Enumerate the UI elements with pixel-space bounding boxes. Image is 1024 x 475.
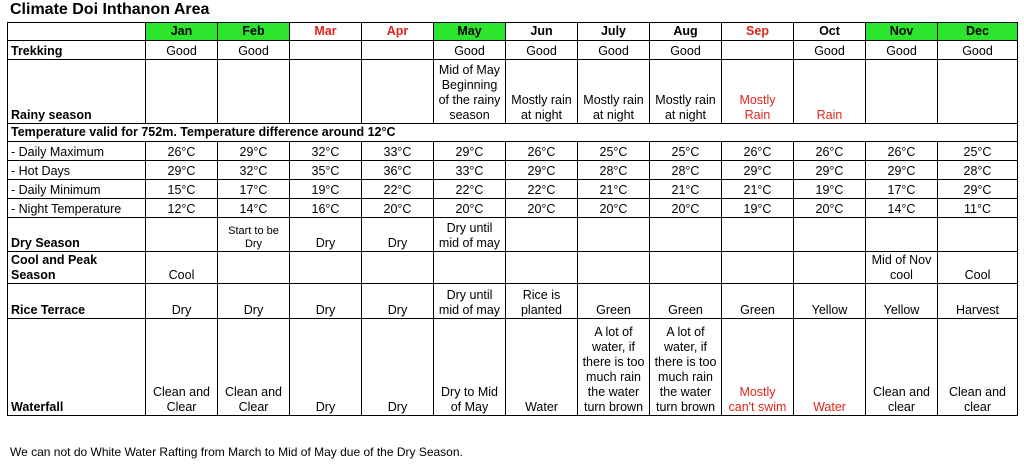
table-cell: Dry — [146, 284, 218, 319]
table-cell — [578, 252, 650, 284]
table-cell: Rice is planted — [506, 284, 578, 319]
table-cell: Mostly rain at night — [506, 60, 578, 124]
table-cell: 15°C — [146, 180, 218, 199]
table-row — [8, 161, 1018, 180]
table-cell: 22°C — [434, 180, 506, 199]
table-cell: 25°C — [938, 142, 1018, 161]
table-cell — [362, 60, 434, 124]
table-cell — [650, 218, 722, 252]
page-title: Climate Doi Inthanon Area — [10, 1, 210, 18]
table-cell: 25°C — [650, 142, 722, 161]
month-header-sep: Sep — [722, 23, 794, 41]
table-cell: 26°C — [794, 142, 866, 161]
table-cell: 21°C — [578, 180, 650, 199]
month-header-apr: Apr — [362, 23, 434, 41]
table-cell: Mostly rain at night — [578, 60, 650, 124]
table-cell: Clean and clear — [866, 319, 938, 416]
table-cell: 14°C — [218, 199, 290, 218]
table-cell: 28°C — [938, 161, 1018, 180]
table-cell: 20°C — [578, 199, 650, 218]
table-cell: 12°C — [146, 199, 218, 218]
table-cell: 22°C — [506, 180, 578, 199]
month-header-aug: Aug — [650, 23, 722, 41]
table-cell: 33°C — [362, 142, 434, 161]
table-cell: 17°C — [866, 180, 938, 199]
table-cell: Cool — [146, 252, 218, 284]
table-cell: Water — [794, 319, 866, 416]
table-row — [8, 124, 1018, 142]
table-row — [8, 41, 1018, 60]
table-cell — [866, 218, 938, 252]
table-cell: 33°C — [434, 161, 506, 180]
table-cell: Good — [938, 41, 1018, 60]
table-cell: Water — [506, 319, 578, 416]
table-cell: Mostly Rain — [722, 60, 794, 124]
table-cell — [794, 218, 866, 252]
row-label: - Night Temperature — [8, 199, 146, 218]
table-row — [8, 60, 1018, 124]
table-cell — [938, 60, 1018, 124]
table-cell: 20°C — [362, 199, 434, 218]
table-cell: A lot of water, if there is too much rain the water turn brown — [650, 319, 722, 416]
table-cell: Good — [794, 41, 866, 60]
row-label: - Hot Days — [8, 161, 146, 180]
table-row — [8, 218, 1018, 252]
table-cell: Mid of May Beginning of the rainy season — [434, 60, 506, 124]
table-cell: Clean and Clear — [218, 319, 290, 416]
table-cell: Mid of Nov cool — [866, 252, 938, 284]
table-cell: 21°C — [722, 180, 794, 199]
month-header-jan: Jan — [146, 23, 218, 41]
table-cell: 17°C — [218, 180, 290, 199]
row-label: Dry Season — [8, 218, 146, 252]
table-cell — [866, 60, 938, 124]
table-cell — [794, 252, 866, 284]
table-cell: 29°C — [146, 161, 218, 180]
table-cell: 26°C — [866, 142, 938, 161]
table-cell: 20°C — [434, 199, 506, 218]
table-cell: Good — [506, 41, 578, 60]
month-header-nov: Nov — [866, 23, 938, 41]
row-label: Rainy season — [8, 60, 146, 124]
table-cell: 25°C — [578, 142, 650, 161]
table-cell: Dry — [290, 319, 362, 416]
table-cell: 29°C — [218, 142, 290, 161]
table-cell: 21°C — [650, 180, 722, 199]
table-cell: 29°C — [722, 161, 794, 180]
table-row — [8, 142, 1018, 161]
month-header-dec: Dec — [938, 23, 1018, 41]
table-cell: 16°C — [290, 199, 362, 218]
row-label: - Daily Maximum — [8, 142, 146, 161]
climate-table — [7, 22, 1018, 416]
table-cell: Dry — [290, 218, 362, 252]
table-cell: Dry — [290, 284, 362, 319]
table-cell — [938, 218, 1018, 252]
header-corner-cell — [8, 23, 146, 41]
table-cell: Good — [650, 41, 722, 60]
table-cell: 32°C — [290, 142, 362, 161]
table-cell: 29°C — [506, 161, 578, 180]
table-cell — [722, 41, 794, 60]
table-cell — [218, 60, 290, 124]
table-cell — [722, 218, 794, 252]
row-label: Trekking — [8, 41, 146, 60]
table-cell — [362, 252, 434, 284]
table-cell: Good — [434, 41, 506, 60]
month-header-oct: Oct — [794, 23, 866, 41]
month-header-feb: Feb — [218, 23, 290, 41]
month-header-may: May — [434, 23, 506, 41]
row-label: - Daily Minimum — [8, 180, 146, 199]
month-header-mar: Mar — [290, 23, 362, 41]
table-cell: Dry — [218, 284, 290, 319]
row-label: Waterfall — [8, 319, 146, 416]
table-cell: Dry — [362, 319, 434, 416]
table-row — [8, 252, 1018, 284]
table-cell — [362, 41, 434, 60]
month-header-july: July — [578, 23, 650, 41]
table-cell: 29°C — [794, 161, 866, 180]
table-cell: 19°C — [794, 180, 866, 199]
footnote: We can not do White Water Rafting from March to Mid of May due of the Dry Season. — [10, 445, 463, 459]
table-cell: 26°C — [722, 142, 794, 161]
table-cell: Good — [218, 41, 290, 60]
row-label: Cool and Peak Season — [8, 252, 146, 284]
table-cell — [578, 218, 650, 252]
table-cell: Dry — [362, 218, 434, 252]
table-cell: 29°C — [938, 180, 1018, 199]
table-cell: 26°C — [506, 142, 578, 161]
temperature-note: Temperature valid for 752m. Temperature difference around 12°C — [8, 124, 1018, 142]
row-label: Rice Terrace — [8, 284, 146, 319]
table-cell — [146, 60, 218, 124]
table-cell: Start to be Dry — [218, 218, 290, 252]
table-cell: 20°C — [650, 199, 722, 218]
table-cell — [218, 252, 290, 284]
table-cell: Dry until mid of may — [434, 284, 506, 319]
table-cell — [290, 60, 362, 124]
table-cell: Mostly can't swim — [722, 319, 794, 416]
table-cell: Cool — [938, 252, 1018, 284]
climate-table-body — [8, 23, 1018, 416]
table-row — [8, 199, 1018, 218]
table-cell: 36°C — [362, 161, 434, 180]
table-cell: Mostly rain at night — [650, 60, 722, 124]
table-cell: Clean and Clear — [146, 319, 218, 416]
table-cell: 26°C — [146, 142, 218, 161]
table-row — [8, 319, 1018, 416]
table-cell: 19°C — [722, 199, 794, 218]
table-cell: A lot of water, if there is too much rain the water turn brown — [578, 319, 650, 416]
table-cell — [290, 41, 362, 60]
table-cell: 14°C — [866, 199, 938, 218]
month-header-jun: Jun — [506, 23, 578, 41]
table-cell: 22°C — [362, 180, 434, 199]
table-cell: 28°C — [578, 161, 650, 180]
table-cell: Rain — [794, 60, 866, 124]
table-cell: 11°C — [938, 199, 1018, 218]
table-cell: 29°C — [434, 142, 506, 161]
table-cell — [434, 252, 506, 284]
table-cell: Harvest — [938, 284, 1018, 319]
table-cell: Yellow — [866, 284, 938, 319]
table-cell — [650, 252, 722, 284]
table-cell: 20°C — [506, 199, 578, 218]
table-cell: 29°C — [866, 161, 938, 180]
table-row — [8, 284, 1018, 319]
table-cell: Green — [578, 284, 650, 319]
table-cell — [506, 218, 578, 252]
table-cell: Green — [650, 284, 722, 319]
table-row — [8, 180, 1018, 199]
table-cell: Good — [146, 41, 218, 60]
table-cell: Dry to Mid of May — [434, 319, 506, 416]
table-cell: 32°C — [218, 161, 290, 180]
month-header-row — [8, 23, 1018, 41]
table-cell: 28°C — [650, 161, 722, 180]
table-cell: Good — [578, 41, 650, 60]
table-cell: Yellow — [794, 284, 866, 319]
table-cell: 35°C — [290, 161, 362, 180]
table-cell: Clean and clear — [938, 319, 1018, 416]
table-cell — [146, 218, 218, 252]
table-cell: 20°C — [794, 199, 866, 218]
table-cell: Green — [722, 284, 794, 319]
table-cell: 19°C — [290, 180, 362, 199]
table-cell — [722, 252, 794, 284]
table-cell — [506, 252, 578, 284]
table-cell: Dry — [362, 284, 434, 319]
table-cell — [290, 252, 362, 284]
table-cell: Dry until mid of may — [434, 218, 506, 252]
table-cell: Good — [866, 41, 938, 60]
